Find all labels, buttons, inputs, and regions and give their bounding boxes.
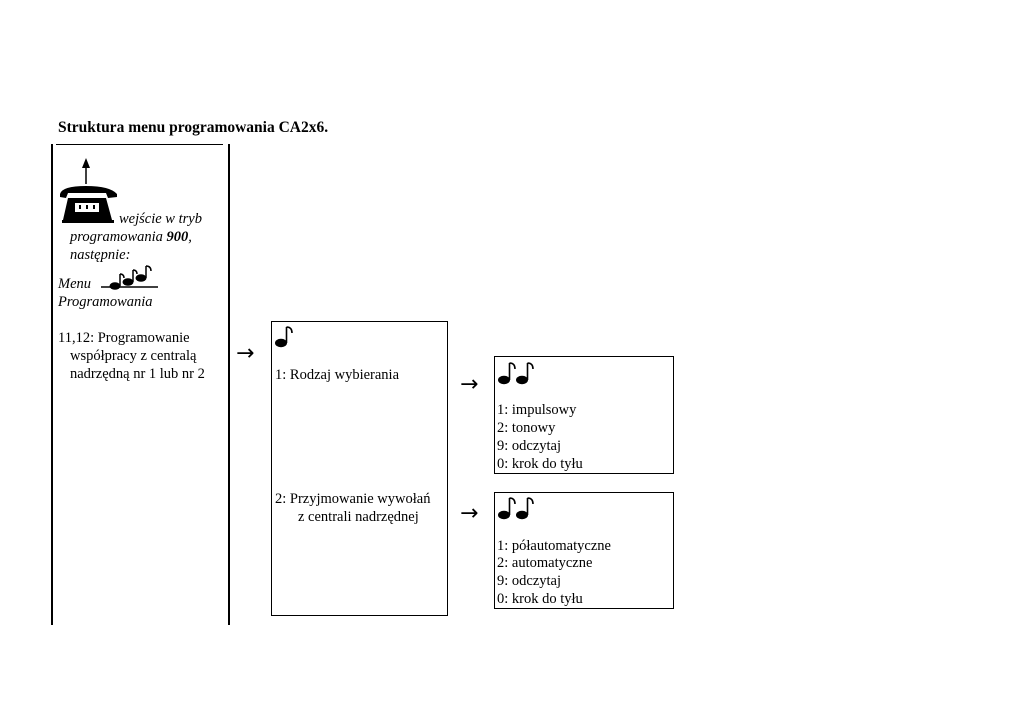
single-note-icon: [274, 325, 294, 349]
page-title: Struktura menu programowania CA2x6.: [58, 119, 329, 136]
level2a-item-1: 1: impulsowy: [497, 402, 577, 418]
double-note-icon: [497, 360, 537, 386]
entry-text-suffix: ,: [188, 229, 192, 245]
level2a-item-0: 0: krok do tyłu: [497, 456, 583, 472]
entry-code: 900: [166, 229, 189, 245]
arrow-right-icon: →: [460, 501, 479, 526]
level2a-item-9: 9: odczytaj: [497, 438, 562, 454]
level2b-item-0: 0: krok do tyłu: [497, 591, 583, 607]
level2b-item-9: 9: odczytaj: [497, 573, 562, 589]
level2b-item-1: 1: półautomatyczne: [497, 538, 611, 554]
entry-text-line2: [70, 228, 192, 246]
entry-text-line3: następnie:: [70, 247, 131, 263]
item-11-12-line3: nadrzędną nr 1 lub nr 2: [70, 366, 205, 382]
menu-label-line2: Programowania: [58, 294, 153, 310]
level2b-item-2: 2: automatyczne: [497, 555, 593, 571]
arrow-right-icon: →: [460, 372, 479, 397]
level1-option-1: 1: Rodzaj wybierania: [275, 367, 400, 383]
left-border-line: [51, 144, 53, 625]
menu-label: Menu: [58, 276, 92, 292]
item-11-12-line1: 11,12: Programowanie: [58, 330, 190, 346]
title-underline: [56, 144, 223, 145]
telephone-handset-lifted-icon: [58, 158, 120, 226]
column-divider-line: [228, 144, 230, 625]
item-11-12-line2: współpracy z centralą: [70, 348, 197, 364]
entry-text-line1: wejście w tryb: [119, 211, 202, 227]
arrow-right-icon: →: [236, 341, 255, 366]
double-note-icon: [497, 495, 537, 521]
three-notes-icon: [101, 263, 159, 291]
level2a-item-2: 2: tonowy: [497, 420, 556, 436]
level1-option-2-line1: 2: Przyjmowanie wywołań: [275, 491, 431, 507]
entry-text-prefix: programowania: [70, 229, 167, 245]
level1-option-2-line2: z centrali nadrzędnej: [298, 509, 419, 525]
